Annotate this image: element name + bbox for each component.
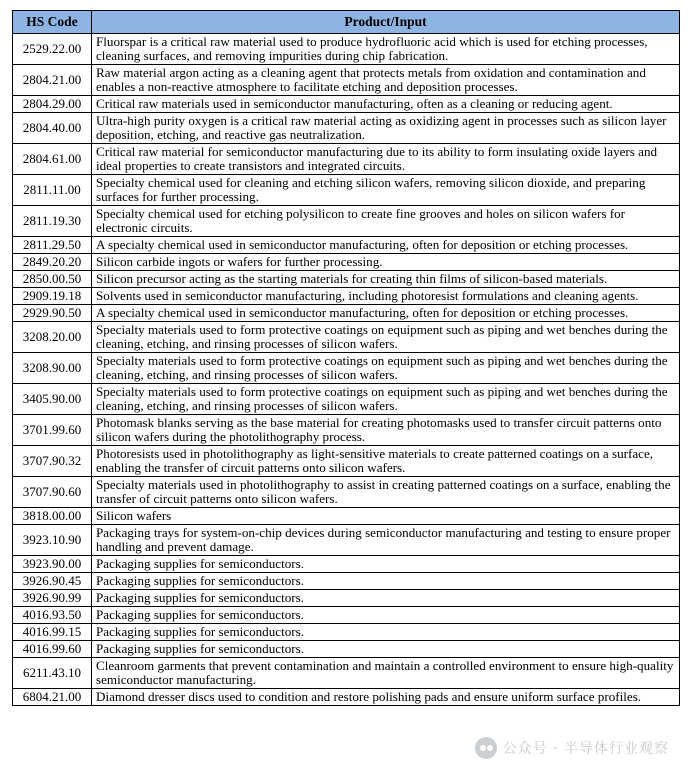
hs-code-cell: 3926.90.99 bbox=[13, 590, 92, 607]
hs-code-cell: 2804.21.00 bbox=[13, 65, 92, 96]
hs-code-cell: 3208.90.00 bbox=[13, 353, 92, 384]
hs-code-cell: 2804.40.00 bbox=[13, 113, 92, 144]
hs-code-cell: 6211.43.10 bbox=[13, 658, 92, 689]
product-description-cell: Specialty materials used to form protective coatings on equipment such as piping and wet benches during the cleaning, etching, and rinsing processes of silicon wafers. bbox=[92, 322, 680, 353]
table-header-row bbox=[13, 11, 680, 34]
hs-code-cell: 6804.21.00 bbox=[13, 689, 92, 706]
product-description-cell: Fluorspar is a critical raw material used to produce hydrofluoric acid which is used for etching processes, cleaning surfaces, and removing impurities during chip fabrication. bbox=[92, 34, 680, 65]
product-description-cell: Specialty chemical used for etching polysilicon to create fine grooves and holes on silicon wafers for electronic circuits. bbox=[92, 206, 680, 237]
product-description-cell: Packaging supplies for semiconductors. bbox=[92, 573, 680, 590]
watermark-text: 公众号 · 半导体行业观察 bbox=[502, 741, 669, 757]
hs-code-cell: 3818.00.00 bbox=[13, 508, 92, 525]
product-description-cell: Photoresists used in photolithography as light-sensitive materials to create patterned coatings on a surface, enabling the transfer of circuit patterns onto silicon wafers. bbox=[92, 446, 680, 477]
table-row bbox=[13, 415, 680, 446]
hs-code-cell: 3405.90.00 bbox=[13, 384, 92, 415]
product-description-cell: Silicon carbide ingots or wafers for further processing. bbox=[92, 254, 680, 271]
table-row bbox=[13, 446, 680, 477]
product-description-cell: Silicon wafers bbox=[92, 508, 680, 525]
hs-code-table bbox=[12, 10, 680, 706]
hs-code-cell: 3926.90.45 bbox=[13, 573, 92, 590]
hs-code-cell: 3923.10.90 bbox=[13, 525, 92, 556]
table-row bbox=[13, 607, 680, 624]
hs-code-cell: 2909.19.18 bbox=[13, 288, 92, 305]
hs-code-cell: 3208.20.00 bbox=[13, 322, 92, 353]
product-description-cell: Cleanroom garments that prevent contamination and maintain a controlled environment to ensure high-quality semiconductor manufacturing. bbox=[92, 658, 680, 689]
product-description-cell: Critical raw materials used in semiconductor manufacturing, often as a cleaning or reducing agent. bbox=[92, 96, 680, 113]
hs-code-cell: 2850.00.50 bbox=[13, 271, 92, 288]
product-description-cell: Specialty materials used in photolithography to assist in creating patterned coatings on a surface, enabling the transfer of circuit patterns onto silicon wafers. bbox=[92, 477, 680, 508]
table-row bbox=[13, 384, 680, 415]
table-row bbox=[13, 113, 680, 144]
header-product-input: Product/Input bbox=[92, 11, 680, 34]
product-description-cell: Specialty chemical used for cleaning and etching silicon wafers, removing silicon dioxide, and preparing surfaces for further processing. bbox=[92, 175, 680, 206]
product-description-cell: Packaging supplies for semiconductors. bbox=[92, 590, 680, 607]
hs-code-cell: 2529.22.00 bbox=[13, 34, 92, 65]
table-row bbox=[13, 353, 680, 384]
product-description-cell: Specialty materials used to form protective coatings on equipment such as piping and wet benches during the cleaning, etching, and rinsing processes of silicon wafers. bbox=[92, 384, 680, 415]
hs-code-cell: 4016.93.50 bbox=[13, 607, 92, 624]
table-row bbox=[13, 144, 680, 175]
product-description-cell: Raw material argon acting as a cleaning agent that protects metals from oxidation and contamination and enables a non-reactive atmosphere to facilitate etching and deposition processes. bbox=[92, 65, 680, 96]
product-description-cell: Solvents used in semiconductor manufacturing, including photoresist formulations and cleaning agents. bbox=[92, 288, 680, 305]
product-description-cell: A specialty chemical used in semiconductor manufacturing, often for deposition or etching processes. bbox=[92, 237, 680, 254]
table-row bbox=[13, 477, 680, 508]
product-description-cell: Packaging supplies for semiconductors. bbox=[92, 624, 680, 641]
hs-code-cell: 3707.90.32 bbox=[13, 446, 92, 477]
table-row bbox=[13, 573, 680, 590]
table-row bbox=[13, 590, 680, 607]
product-description-cell: Packaging supplies for semiconductors. bbox=[92, 641, 680, 658]
table-row bbox=[13, 96, 680, 113]
table-row bbox=[13, 556, 680, 573]
hs-code-cell: 4016.99.60 bbox=[13, 641, 92, 658]
table-row bbox=[13, 271, 680, 288]
table-row bbox=[13, 322, 680, 353]
hs-code-cell: 2811.19.30 bbox=[13, 206, 92, 237]
product-description-cell: Diamond dresser discs used to condition and restore polishing pads and ensure uniform surface profiles. bbox=[92, 689, 680, 706]
table-row bbox=[13, 254, 680, 271]
product-description-cell: Specialty materials used to form protective coatings on equipment such as piping and wet benches during the cleaning, etching, and rinsing processes of silicon wafers. bbox=[92, 353, 680, 384]
table-row bbox=[13, 206, 680, 237]
product-description-cell: Packaging supplies for semiconductors. bbox=[92, 556, 680, 573]
hs-code-cell: 3707.90.60 bbox=[13, 477, 92, 508]
table-row bbox=[13, 525, 680, 556]
product-description-cell: Ultra-high purity oxygen is a critical raw material acting as oxidizing agent in processes such as silicon layer deposition, etching, and reactive gas neutralization. bbox=[92, 113, 680, 144]
table-row bbox=[13, 658, 680, 689]
hs-code-cell: 2849.20.20 bbox=[13, 254, 92, 271]
watermark bbox=[475, 737, 669, 759]
hs-code-cell: 3701.99.60 bbox=[13, 415, 92, 446]
table-row bbox=[13, 65, 680, 96]
table-row bbox=[13, 508, 680, 525]
wechat-icon bbox=[475, 737, 497, 759]
table-body bbox=[13, 34, 680, 706]
table-row bbox=[13, 641, 680, 658]
product-description-cell: Photomask blanks serving as the base material for creating photomasks used to transfer circuit patterns onto silicon wafers during the photolithography process. bbox=[92, 415, 680, 446]
product-description-cell: A specialty chemical used in semiconductor manufacturing, often for deposition or etching processes. bbox=[92, 305, 680, 322]
product-description-cell: Critical raw material for semiconductor manufacturing due to its ability to form insulating oxide layers and ideal properties to create transistors and integrated circuits. bbox=[92, 144, 680, 175]
hs-code-cell: 3923.90.00 bbox=[13, 556, 92, 573]
product-description-cell: Packaging supplies for semiconductors. bbox=[92, 607, 680, 624]
header-hs-code: HS Code bbox=[13, 11, 92, 34]
table-row bbox=[13, 288, 680, 305]
product-description-cell: Silicon precursor acting as the starting materials for creating thin films of silicon-based materials. bbox=[92, 271, 680, 288]
hs-code-cell: 2804.61.00 bbox=[13, 144, 92, 175]
hs-code-cell: 2811.11.00 bbox=[13, 175, 92, 206]
table-row bbox=[13, 689, 680, 706]
hs-code-cell: 2811.29.50 bbox=[13, 237, 92, 254]
table-row bbox=[13, 237, 680, 254]
product-description-cell: Packaging trays for system-on-chip devices during semiconductor manufacturing and testing to ensure proper handling and prevent damage. bbox=[92, 525, 680, 556]
table-row bbox=[13, 34, 680, 65]
hs-code-cell: 2804.29.00 bbox=[13, 96, 92, 113]
hs-code-cell: 4016.99.15 bbox=[13, 624, 92, 641]
hs-code-cell: 2929.90.50 bbox=[13, 305, 92, 322]
table-row bbox=[13, 305, 680, 322]
table-row bbox=[13, 175, 680, 206]
table-row bbox=[13, 624, 680, 641]
